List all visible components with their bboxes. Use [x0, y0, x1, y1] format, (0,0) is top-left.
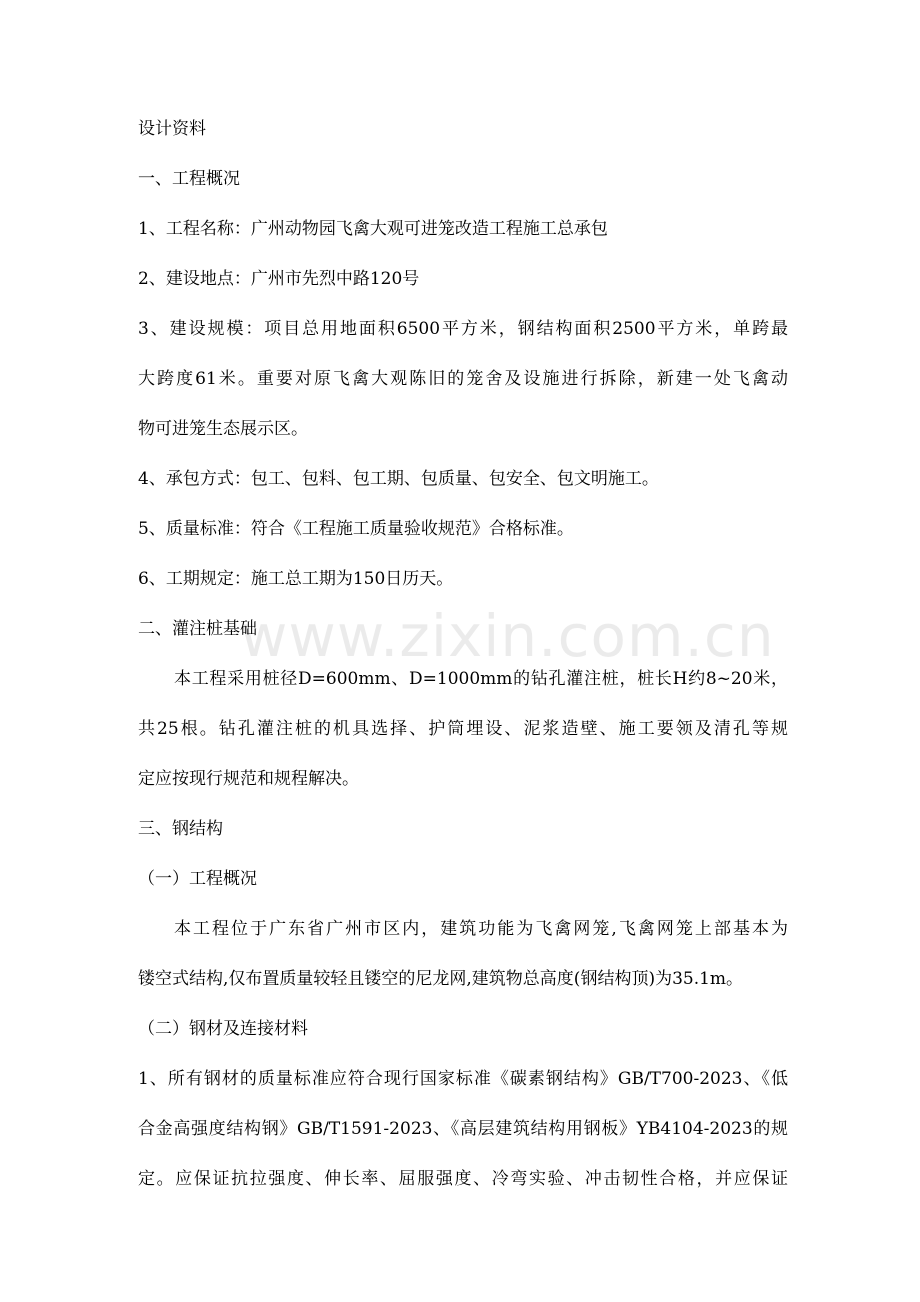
paragraph-pile-foundation-cont-2: 定应按现行规范和规程解决。	[138, 769, 359, 789]
heading-pile-foundation: 二、灌注桩基础	[138, 619, 257, 639]
paragraph-steel-materials-cont-1: 合金高强度结构钢》GB/T1591-2023、《高层建筑结构用钢板》YB4104-2023的规	[138, 1119, 788, 1139]
watermark: www.zixin.com.cn	[240, 602, 775, 670]
paragraph-pile-foundation-cont-1: 共25根。钻孔灌注桩的机具选择、护筒埋设、泥浆造壁、施工要领及清孔等规	[138, 719, 788, 739]
paragraph-steel-materials: 1、所有钢材的质量标准应符合现行国家标准《碳素钢结构》GB/T700-2023、《低	[138, 1069, 788, 1089]
paragraph-pile-foundation: 本工程采用桩径D=600mm、D=1000mm的钻孔灌注桩，桩长H约8~20米，	[174, 669, 788, 689]
item-quality-standard: 5、质量标准：符合《工程施工质量验收规范》合格标准。	[138, 519, 574, 539]
item-construction-scale-cont-1: 大跨度61米。重要对原飞禽大观陈旧的笼舍及设施进行拆除，新建一处飞禽动	[138, 369, 788, 389]
heading-project-overview: 一、工程概况	[138, 169, 240, 189]
item-schedule: 6、工期规定：施工总工期为150日历天。	[138, 569, 454, 589]
item-project-name: 1、工程名称：广州动物园飞禽大观可进笼改造工程施工总承包	[138, 219, 608, 239]
paragraph-steel-overview: 本工程位于广东省广州市区内，建筑功能为飞禽网笼,飞禽网笼上部基本为	[174, 919, 788, 939]
item-construction-scale-cont-2: 物可进笼生态展示区。	[138, 419, 308, 439]
document-body	[138, 104, 788, 1204]
subheading-steel-overview: （一）工程概况	[138, 869, 257, 889]
paragraph-steel-materials-cont-2: 定。应保证抗拉强度、伸长率、屈服强度、冷弯实验、冲击韧性合格，并应保证	[138, 1169, 788, 1189]
item-construction-scale: 3、建设规模：项目总用地面积6500平方米，钢结构面积2500平方米，单跨最	[138, 319, 788, 339]
document-title: 设计资料	[138, 119, 206, 139]
heading-steel-structure: 三、钢结构	[138, 819, 223, 839]
subheading-steel-materials: （二）钢材及连接材料	[138, 1019, 308, 1039]
item-contract-mode: 4、承包方式：包工、包料、包工期、包质量、包安全、包文明施工。	[138, 469, 659, 489]
item-construction-site: 2、建设地点：广州市先烈中路120号	[138, 269, 420, 289]
paragraph-steel-overview-cont: 镂空式结构,仅布置质量较轻且镂空的尼龙网,建筑物总高度(钢结构顶)为35.1m。	[138, 969, 744, 989]
